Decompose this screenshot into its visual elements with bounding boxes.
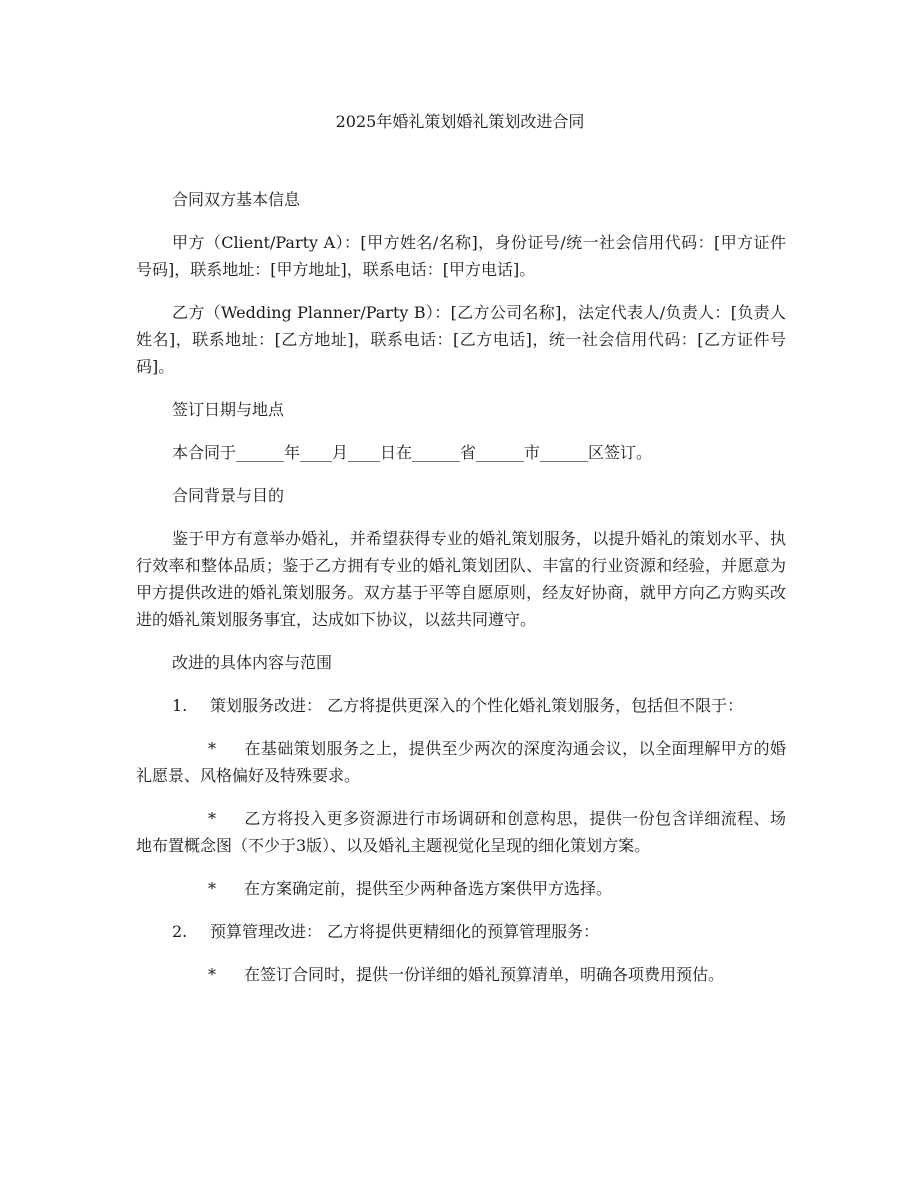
section-heading-background: 合同背景与目的	[172, 486, 285, 505]
party-a-paragraph: 甲方（Client/Party A）：[甲方姓名/名称]，身份证号/统一社会信用代码：[甲方证件号码]，联系地址：[甲方地址]，联系电话：[甲方电话]。	[136, 233, 786, 279]
bullet-mark: *	[208, 965, 216, 984]
section-heading-signing: 签订日期与地点	[172, 400, 285, 419]
item-number: 1.	[172, 696, 188, 715]
signing-paragraph: 本合同于______年____月____日在______省______市______区签订。	[172, 443, 653, 462]
bullet-text: 在基础策划服务之上，提供至少两次的深度沟通会议，以全面理解甲方的婚礼愿景、风格偏好及特殊要求。	[136, 739, 786, 785]
bullet-text: 在签订合同时，提供一份详细的婚礼预算清单，明确各项费用预估。	[244, 965, 725, 984]
section-heading-parties: 合同双方基本信息	[172, 190, 301, 209]
item-number: 2.	[172, 922, 188, 941]
bullet-item	[136, 961, 786, 988]
bullet-item	[136, 735, 786, 789]
item-text: 策划服务改进： 乙方将提供更深入的个性化婚礼策划服务，包括但不限于：	[210, 696, 744, 715]
document-title: 2025年婚礼策划婚礼策划改进合同	[335, 112, 585, 131]
bullet-text: 在方案确定前，提供至少两种备选方案供甲方选择。	[244, 879, 613, 898]
document-body	[136, 186, 786, 1004]
bullet-item	[136, 875, 786, 902]
bullet-mark: *	[208, 879, 216, 898]
section-heading-scope: 改进的具体内容与范围	[172, 653, 333, 672]
bullet-item	[136, 805, 786, 859]
bullet-mark: *	[208, 739, 216, 758]
item-text: 预算管理改进： 乙方将提供更精细化的预算管理服务：	[210, 922, 600, 941]
party-b-paragraph: 乙方（Wedding Planner/Party B）：[乙方公司名称]，法定代表人/负责人：[负责人姓名]，联系地址：[乙方地址]，联系电话：[乙方电话]，统一社会信用代码：[乙方证件号码]。	[136, 303, 786, 376]
bullet-mark: *	[208, 809, 216, 828]
numbered-item-2	[136, 918, 786, 945]
numbered-item-1	[136, 692, 786, 719]
background-paragraph: 鉴于甲方有意举办婚礼，并希望获得专业的婚礼策划服务，以提升婚礼的策划水平、执行效率和整体品质；鉴于乙方拥有专业的婚礼策划团队、丰富的行业资源和经验，并愿意为甲方提供改进的婚礼策划服务。双方基于平等自愿原则，经友好协商，就甲方向乙方购买改进的婚礼策划服务事宜，达成如下协议，以兹共同遵守。	[136, 529, 786, 629]
bullet-text: 乙方将投入更多资源进行市场调研和创意构思，提供一份包含详细流程、场地布置概念图（不少于3版）、以及婚礼主题视觉化呈现的细化策划方案。	[136, 809, 786, 855]
